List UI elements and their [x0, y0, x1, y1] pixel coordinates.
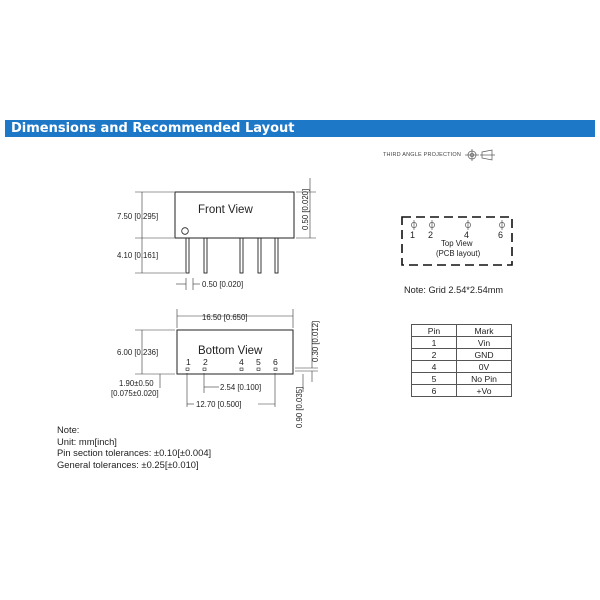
table-row	[412, 361, 512, 373]
mark-cell: GND	[457, 349, 512, 361]
mark-cell: 0V	[457, 361, 512, 373]
bottom-pin-number: 2	[203, 357, 208, 367]
bottom-dim-depth: 6.00 [0.236]	[117, 348, 159, 357]
pin-cell: 1	[412, 337, 457, 349]
pin-cell: 6	[412, 385, 457, 397]
third-angle-projection-icon	[465, 149, 495, 161]
top-view	[402, 217, 512, 265]
table-row	[412, 349, 512, 361]
bottom-dim-span: 12.70 [0.500]	[196, 400, 242, 409]
table-row	[412, 385, 512, 397]
projection-label: THIRD ANGLE PROJECTION	[383, 152, 462, 158]
table-row	[412, 337, 512, 349]
pin-cell: 5	[412, 373, 457, 385]
bottom-view-label: Bottom View	[198, 345, 263, 357]
mark-header: Mark	[457, 325, 512, 337]
bottom-dim-length: 16.50 [0.650]	[202, 313, 248, 322]
pin1-mark-icon	[182, 228, 189, 235]
grid-note: Note: Grid 2.54*2.54mm	[404, 285, 504, 295]
table-row	[412, 373, 512, 385]
pcb-pads	[411, 220, 504, 230]
bottom-pins	[186, 368, 277, 371]
section-title: Dimensions and Recommended Layout	[11, 121, 295, 136]
top-pin-number: 1	[410, 230, 416, 240]
notes-pin-tolerance: Pin section tolerances: ±0.10[±0.004]	[57, 447, 212, 459]
front-dim-pin-width: 0.50 [0.020]	[202, 280, 244, 289]
front-dim-pin-length: 4.10 [0.161]	[117, 251, 159, 260]
bottom-pin-number: 1	[186, 357, 191, 367]
front-dim-body-top: 0.50 [0.020]	[301, 188, 310, 230]
notes-unit: Unit: mm[inch]	[57, 435, 117, 447]
notes-title: Note:	[57, 424, 80, 435]
pin-header: Pin	[412, 325, 457, 337]
notes-general-tolerance: General tolerances: ±0.25[±0.010]	[57, 458, 199, 470]
bottom-pin-number: 4	[239, 357, 244, 367]
front-view-label: Front View	[198, 204, 253, 216]
notes-block	[57, 424, 211, 470]
pin-cell: 2	[412, 349, 457, 361]
front-dim-body-height: 7.50 [0.295]	[117, 212, 159, 221]
pin-cell: 4	[412, 361, 457, 373]
bottom-dim-pin-thickness: 0.30 [0.012]	[311, 320, 320, 362]
bottom-pin-number: 5	[256, 357, 261, 367]
top-view-label: Top View	[441, 239, 473, 248]
bottom-dim-pin-offset-inch: [0.075±0.020]	[111, 389, 159, 398]
pin-table	[411, 324, 512, 397]
top-pin-number: 2	[428, 230, 434, 240]
bottom-dim-pin-height: 0.90 [0.035]	[295, 386, 304, 428]
top-pin-number: 6	[498, 230, 504, 240]
mark-cell: No Pin	[457, 373, 512, 385]
front-view	[117, 178, 316, 290]
top-pin-number: 4	[464, 230, 470, 240]
bottom-view	[111, 309, 320, 428]
bottom-dim-pitch: 2.54 [0.100]	[220, 383, 262, 392]
mark-cell: Vin	[457, 337, 512, 349]
front-pins	[186, 238, 278, 273]
top-view-sublabel: (PCB layout)	[436, 249, 481, 258]
bottom-dim-pin-offset: 1.90±0.50	[119, 379, 154, 388]
mark-cell: +Vo	[457, 385, 512, 397]
pin-table-header	[412, 325, 512, 337]
bottom-pin-number: 6	[273, 357, 278, 367]
